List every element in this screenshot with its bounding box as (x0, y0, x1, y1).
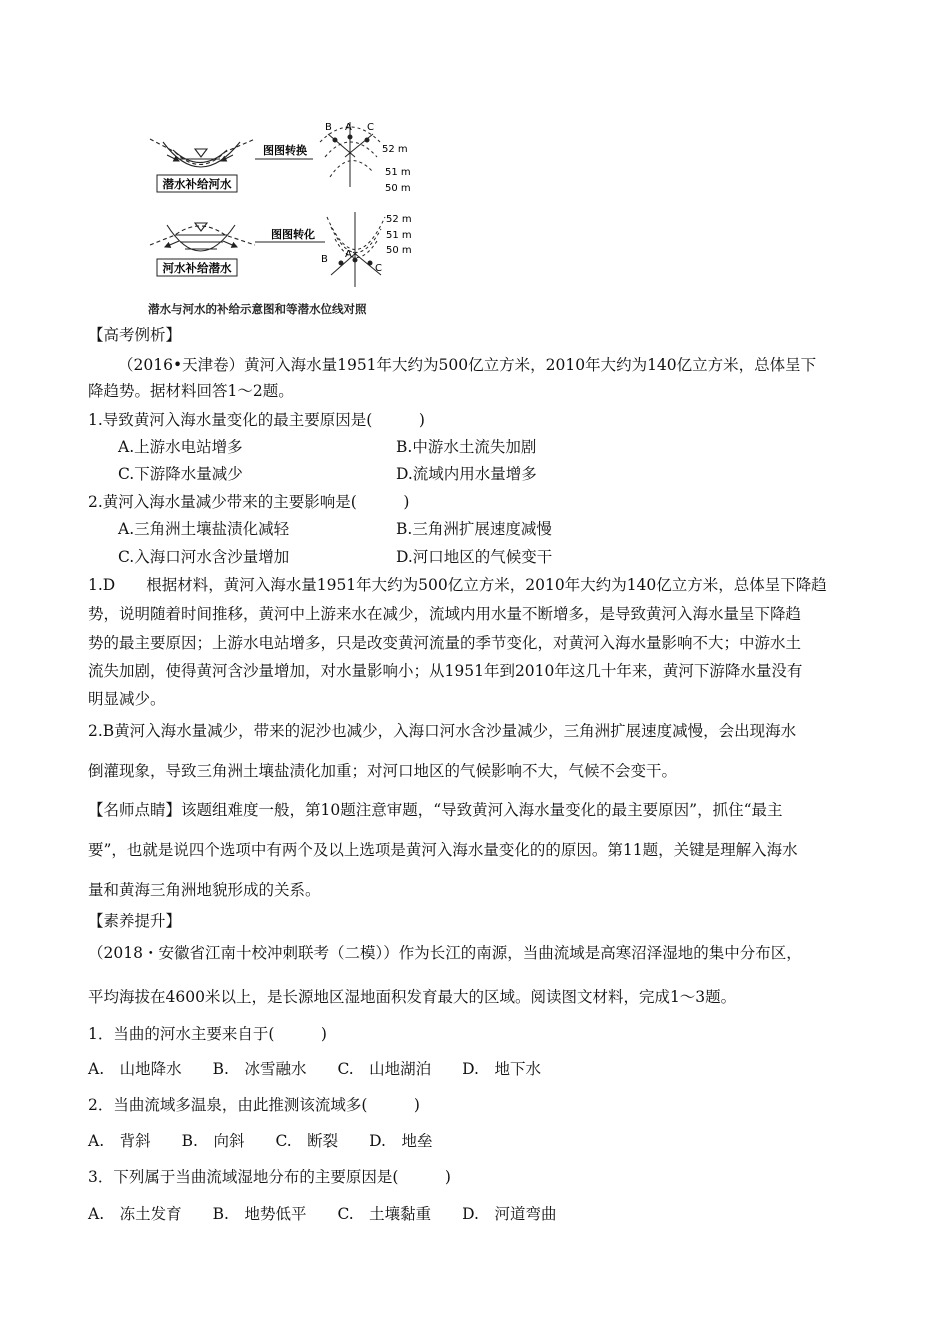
point-a-label: A (345, 122, 352, 133)
contour2-50-label: 50 m (386, 245, 412, 256)
point2-a-label: A (345, 249, 352, 260)
contour-plot-2 (327, 212, 385, 287)
figure-caption: 潜水与河水的补给示意图和等潜水位线对照 (148, 302, 367, 316)
section1-q1-option-a: A.上游水电站增多 (118, 438, 243, 456)
point-b-label: B (325, 122, 332, 133)
point2-b-label: B (321, 254, 328, 265)
section1-q2-option-b: B.三角洲扩展速度减慢 (396, 520, 552, 538)
section2-intro-line2: 平均海拔在4600米以上，是长源地区湿地面积发育最大的区域。阅读图文材料，完成1～3题。 (88, 988, 737, 1006)
section1-intro-line2: 降趋势。据材料回答1～2题。 (88, 382, 294, 400)
section2-intro-line1: （2018・安徽省江南十校冲刺联考（二模））作为长江的南源，当曲流域是高寒沼泽湿地的集中分布区， (88, 944, 802, 962)
tip-line1: 【名师点睛】该题组难度一般，第10题注意审题，“导致黄河入海水量变化的最主要原因”，抓住“最主 (88, 801, 783, 819)
box1-label: 潜水补给河水 (162, 177, 232, 191)
answer1-line2: 势，说明随着时间推移，黄河中上游来水在减少，流域内用水量不断增多，是导致黄河入海水量呈下降趋 (88, 605, 802, 623)
section2-q1: 1．当曲的河水主要来自于( ) (88, 1025, 327, 1043)
section2-q3-options: A. 冻土发育 B. 地势低平 C. 土壤黏重 D. 河道弯曲 (88, 1205, 557, 1223)
answer1-line5: 明显减少。 (88, 690, 166, 708)
section1-q2-option-d: D.河口地区的气候变干 (396, 548, 553, 566)
groundwater-diagram (145, 117, 425, 302)
section1-intro-line1: （2016•天津卷）黄河入海水量1951年大约为500亿立方米，2010年大约为140亿立方米，总体呈下 (118, 356, 817, 374)
section1-q1-option-b: B.中游水土流失加剧 (396, 438, 537, 456)
section2-q2-options: A. 背斜 B. 向斜 C. 断裂 D. 地垒 (88, 1132, 433, 1150)
section1-q1-option-c: C.下游降水量减少 (118, 465, 243, 483)
answer1-line4: 流失加剧，使得黄河含沙量增加，对水量影响小；从1951年到2010年这几十年来，黄河下游降水量没有 (88, 662, 803, 680)
valley-cross-section-1 (150, 139, 255, 167)
tip-line3: 量和黄海三角洲地貌形成的关系。 (88, 881, 321, 899)
section1-q1: 1.导致黄河入海水量变化的最主要原因是( ) (88, 411, 425, 429)
arrow1-label: 图图转换 (263, 144, 307, 157)
contour2-51-label: 51 m (386, 230, 412, 241)
section1-q2-option-c: C.入海口河水含沙量增加 (118, 548, 290, 566)
answer2-line2: 倒灌现象，导致三角洲土壤盐渍化加重；对河口地区的气候影响不大，气候不会变干。 (88, 762, 678, 780)
section1-q2-option-a: A.三角洲土壤盐渍化减轻 (118, 520, 290, 538)
point-c-label: C (367, 122, 374, 133)
contour-50-label: 50 m (385, 183, 411, 194)
valley-cross-section-2 (150, 223, 255, 251)
answer1-line1: 1.D 根据材料，黄河入海水量1951年大约为500亿立方米，2010年大约为140亿立方米，总体呈下降趋 (88, 576, 827, 594)
tip-line2: 要”，也就是说四个选项中有两个及以上选项是黄河入海水量变化的的原因。第11题，关键是理解入海水 (88, 841, 798, 859)
section1-q2: 2.黄河入海水量减少带来的主要影响是( ) (88, 493, 410, 511)
contour-52-label: 52 m (382, 144, 408, 155)
answer2-line1: 2.B黄河入海水量减少，带来的泥沙也减少，入海口河水含沙量减少，三角洲扩展速度减慢，会出现海水 (88, 722, 797, 740)
point2-c-label: C (375, 263, 382, 274)
section2-heading: 【素养提升】 (88, 912, 182, 930)
contour-51-label: 51 m (385, 167, 411, 178)
section2-q3: 3．下列属于当曲流域湿地分布的主要原因是( ) (88, 1168, 451, 1186)
section1-heading: 【高考例析】 (88, 326, 182, 344)
contour2-52-label: 52 m (386, 214, 412, 225)
arrow2-label: 图图转化 (271, 228, 315, 241)
section1-q1-option-d: D.流域内用水量增多 (396, 465, 537, 483)
section2-q1-options: A. 山地降水 B. 冰雪融水 C. 山地湖泊 D. 地下水 (88, 1060, 541, 1078)
groundwater-figure (145, 117, 425, 322)
section2-q2: 2．当曲流域多温泉，由此推测该流域多( ) (88, 1096, 420, 1114)
answer1-line3: 势的最主要原因；上游水电站增多，只是改变黄河流量的季节变化，对黄河入海水量影响不大；中游水土 (88, 634, 802, 652)
box2-label: 河水补给潜水 (162, 261, 232, 275)
